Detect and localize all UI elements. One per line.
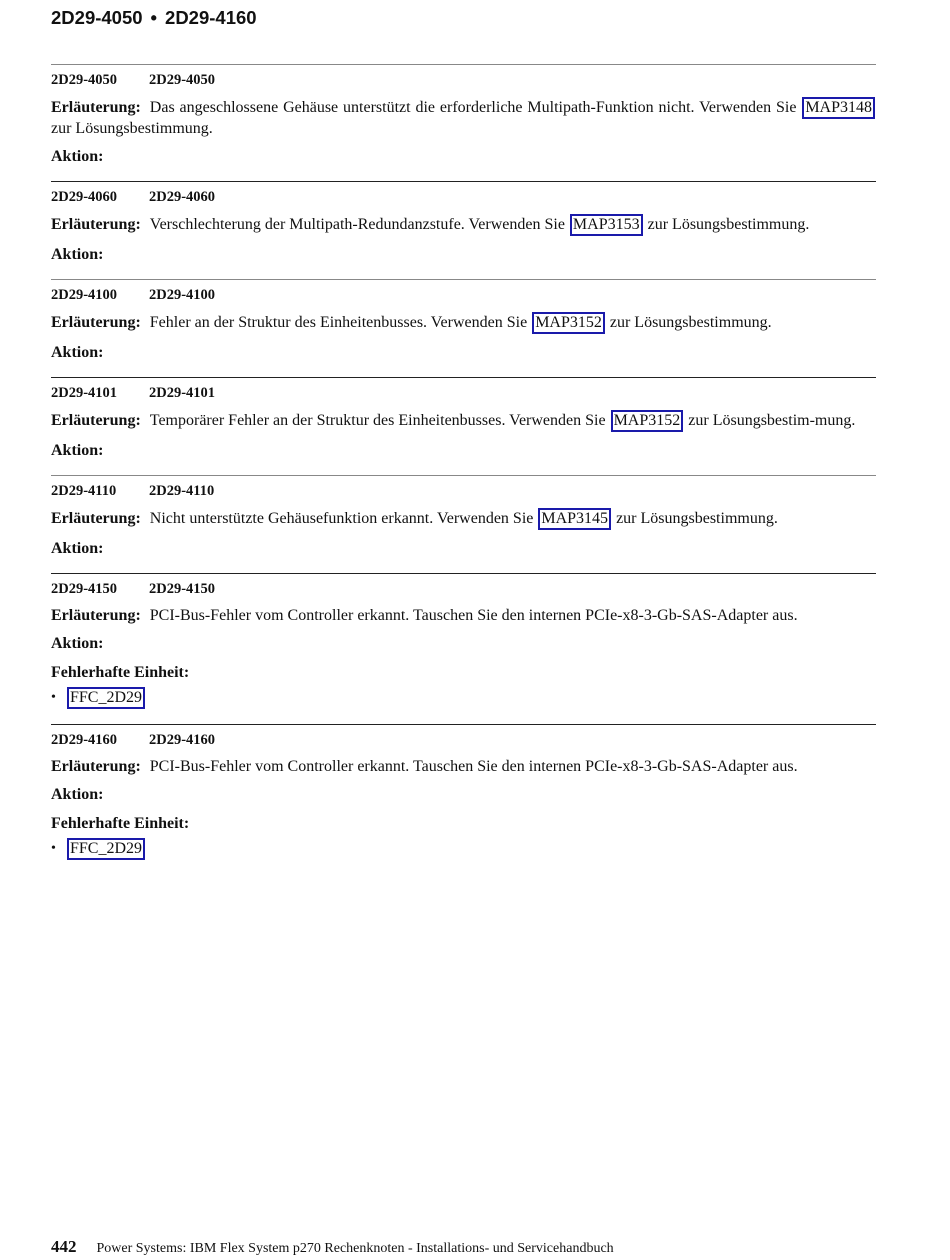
header-right-code: 2D29-4160: [165, 7, 257, 28]
explanation-label: Erläuterung:: [51, 99, 141, 116]
entry-explanation: [51, 312, 876, 334]
action-label: Aktion:: [51, 344, 104, 361]
page-number: 442: [51, 1237, 77, 1256]
map-link[interactable]: MAP3152: [532, 312, 605, 334]
entry-2d29-4110: [51, 475, 876, 558]
action-label: Aktion:: [51, 246, 104, 263]
entry-code-secondary: 2D29-4060: [149, 189, 216, 205]
entry-code-line: [51, 71, 876, 89]
header-separator: •: [150, 7, 158, 28]
explanation-text: Verschlechterung der Multipath-Redundanzstufe. Verwenden Sie: [149, 216, 565, 233]
entry-code-secondary: 2D29-4101: [149, 385, 216, 401]
entry-2d29-4050: [51, 64, 876, 166]
map-link[interactable]: MAP3148: [802, 97, 875, 119]
entry-explanation: [51, 410, 876, 432]
action-label: Aktion:: [51, 635, 104, 652]
entry-code-line: [51, 580, 876, 598]
entry-2d29-4160: [51, 724, 876, 860]
entry-code-line: [51, 482, 876, 500]
explanation-text: PCI-Bus-Fehler vom Controller erkannt. Tauschen Sie den internen PCIe-x8-3-Gb-SAS-Adapter aus.: [149, 758, 798, 775]
map-link[interactable]: MAP3153: [570, 214, 643, 236]
book-title: Power Systems: IBM Flex System p270 Rechenknoten - Installations- und Servicehandbuch: [96, 1241, 614, 1256]
explanation-label: Erläuterung:: [51, 216, 141, 233]
failing-unit-label: Fehlerhafte Einheit:: [51, 664, 190, 681]
explanation-text: Das angeschlossene Gehäuse unterstützt die erforderliche Multipath-Funktion nicht. Verwenden Sie: [149, 99, 797, 116]
action-label: Aktion:: [51, 786, 104, 803]
entry-explanation: [51, 97, 876, 138]
entry-explanation: [51, 606, 876, 625]
entry-explanation: [51, 757, 876, 776]
entry-code: 2D29-4060: [51, 189, 118, 205]
bullet-icon: •: [51, 690, 56, 705]
entry-explanation: [51, 508, 876, 530]
explanation-label: Erläuterung:: [51, 412, 141, 429]
fru-link[interactable]: FFC_2D29: [67, 687, 145, 709]
map-link[interactable]: MAP3145: [538, 508, 611, 530]
explanation-text: Temporärer Fehler an der Struktur des Einheitenbusses. Verwenden Sie: [149, 412, 606, 429]
map-link[interactable]: MAP3152: [611, 410, 684, 432]
failing-unit-item: [51, 838, 876, 860]
entry-code: 2D29-4160: [51, 732, 118, 748]
explanation-text-after: zur Lösungsbestimmung.: [609, 314, 772, 331]
explanation-label: Erläuterung:: [51, 314, 141, 331]
entry-code-secondary: 2D29-4160: [149, 732, 216, 748]
entry-code: 2D29-4100: [51, 287, 118, 303]
page-header: [51, 7, 257, 29]
entry-2d29-4150: [51, 573, 876, 709]
header-left-code: 2D29-4050: [51, 7, 143, 28]
explanation-text: Nicht unterstützte Gehäusefunktion erkannt. Verwenden Sie: [149, 510, 534, 527]
entry-2d29-4100: [51, 279, 876, 362]
explanation-label: Erläuterung:: [51, 758, 141, 775]
entry-explanation: [51, 214, 876, 236]
action-label: Aktion:: [51, 540, 104, 557]
entry-code: 2D29-4110: [51, 483, 117, 499]
entry-code: 2D29-4101: [51, 385, 118, 401]
explanation-text: PCI-Bus-Fehler vom Controller erkannt. Tauschen Sie den internen PCIe-x8-3-Gb-SAS-Adapter aus.: [149, 607, 798, 624]
explanation-text-after: zur Lösungsbestim-mung.: [688, 412, 856, 429]
bullet-icon: •: [51, 841, 56, 856]
explanation-text-after: zur Lösungsbestimmung.: [647, 216, 810, 233]
explanation-text: Fehler an der Struktur des Einheitenbusses. Verwenden Sie: [149, 314, 528, 331]
entry-code-secondary: 2D29-4150: [149, 581, 216, 597]
entry-code: 2D29-4150: [51, 581, 118, 597]
entry-2d29-4101: [51, 377, 876, 460]
explanation-label: Erläuterung:: [51, 607, 141, 624]
explanation-text-after: zur Lösungsbestimmung.: [616, 510, 778, 527]
entries-list: [51, 64, 876, 875]
action-label: Aktion:: [51, 148, 104, 165]
entry-code-secondary: 2D29-4050: [149, 72, 216, 88]
failing-unit-item: [51, 687, 876, 709]
entry-code-secondary: 2D29-4100: [149, 287, 216, 303]
failing-unit-label: Fehlerhafte Einheit:: [51, 815, 190, 832]
entry-code: 2D29-4050: [51, 72, 118, 88]
entry-code-line: [51, 384, 876, 402]
page-footer: [51, 1237, 614, 1257]
entry-code-line: [51, 286, 876, 304]
entry-code-line: [51, 188, 876, 206]
fru-link[interactable]: FFC_2D29: [67, 838, 145, 860]
explanation-label: Erläuterung:: [51, 510, 141, 527]
entry-code-secondary: 2D29-4110: [149, 483, 215, 499]
entry-code-line: [51, 731, 876, 749]
action-label: Aktion:: [51, 442, 104, 459]
explanation-text-after: zur Lösungsbestimmung.: [51, 120, 213, 137]
entry-2d29-4060: [51, 181, 876, 264]
